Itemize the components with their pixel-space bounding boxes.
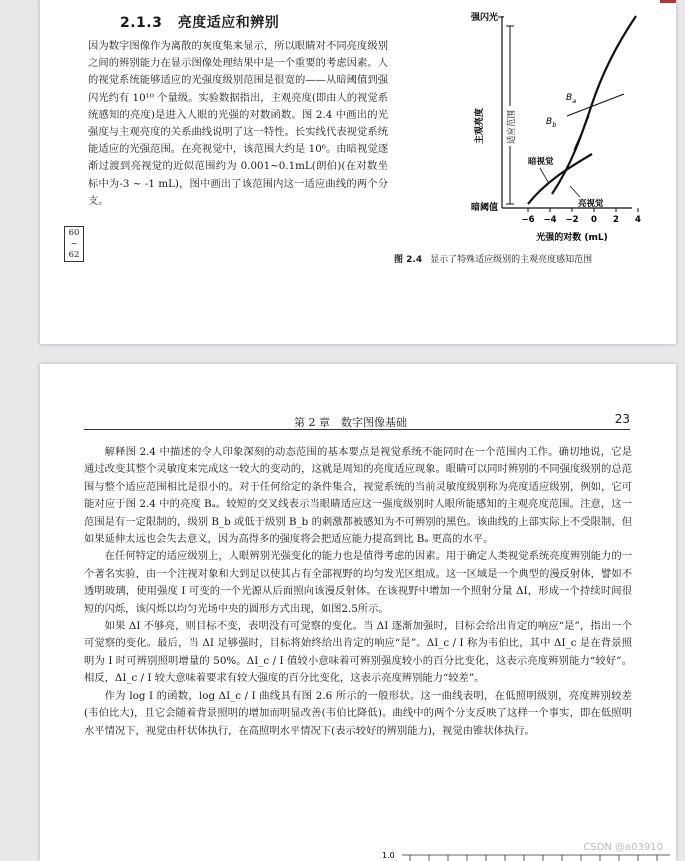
figure-number: 图 2.4: [394, 255, 423, 265]
paragraph-2: 在任何特定的适应级别上，人眼辨别光强变化的能力也是值得考虑的因素。用于确定人类视觉系统亮度辨别能力的一个著名实验，由一个注视对象和大到足以使其占有全部视野的均匀发光区组成。这一区域是一个典型的漫反射体，譬如不透明玻璃，使用强度 I 可变的一个光源从后面照向该漫反射体。在该视野中增加一个照射分量 ΔI，形成一个持续时间很短的闪烁，该闪烁以均匀光场中央的圆形方式出现，如图2.5所示。: [84, 550, 632, 615]
x-axis-title: 光强的对数 (mL): [536, 233, 608, 243]
chapter-title: 第 2 章 数字图像基础: [294, 416, 407, 429]
paragraph-1: 解释图 2.4 中描述的令人印象深刻的动态范围的基本要点是视觉系统不能同时在一个范围内工作。确切地说，它是通过改变其整个灵敏度来完成这一较大的变动的，这就是周知的亮度适应现象。眼睛可以同时辨别的不同强度级别的总范围与整个适应范围相比是很小的。对于任何给定的条件集合，视觉系统的当前灵敏度级别称为亮度适应级别，例如，它可能对应于图 2.4 中的亮度 Bₐ。较短的交叉线表示当眼睛适应这一强度级别时人眼所能感知的主观亮度范围。注意，这一范围是有一定限制的，级别 B_b 或低于级别 B_b 的刺激都被感知为不可辨别的黑色。该曲线的上部实际上不受限制，但如果延伸太远也会失去意义，因为高得多的强度将会把适应能力提高到比 Bₐ 更高的水平。: [84, 446, 632, 546]
x-tick-group: [521, 208, 641, 225]
running-header: [84, 414, 630, 430]
y-bottom-label: 暗阈值: [470, 203, 498, 213]
ba-label: $B_a$: [566, 93, 577, 105]
section-title: 亮度适应和辨别: [177, 15, 280, 31]
figure-caption: [394, 252, 592, 265]
paragraph-3: 如果 ΔI 不够亮，则目标不变，表明没有可觉察的变化。当 ΔI 逐渐加强时，目标会给出肯定的响应“是”，指出一个可觉察的变化。最后，当 ΔI 足够强时，目标将始终给出肯定的响应“是”。ΔI_c / I 称为韦伯比，其中 ΔI_c 是在背景照明为 I 时可辨别照明增量的 50%。ΔI_c / I 值较小意味着可辨别强度较小的百分比变化，这表示亮度辨别能力“较好”。相反，ΔI_c / I 较大意味着要求有较大强度的百分比变化，这表示亮度辨别能力“较差”。: [84, 620, 632, 685]
page-edge-mark: [660, 0, 676, 3]
section-number: 2.1.3: [120, 15, 163, 31]
x-tick-label: −2: [565, 215, 579, 225]
x-tick-label: 0: [591, 215, 597, 225]
scotopic-label: 暗视觉: [528, 157, 554, 167]
book-page-top: [40, 0, 676, 344]
x-tick-label: −6: [521, 215, 535, 225]
section-heading: [120, 12, 279, 32]
page-number: 23: [614, 412, 630, 426]
bb-label: $B_b$: [546, 117, 557, 129]
photopic-label: 亮视觉: [578, 199, 604, 209]
next-figure-tick: 1.0: [382, 851, 395, 860]
margin-ref-tilde: ~: [70, 239, 78, 249]
watermark: CSDN @a03910: [583, 842, 663, 853]
paragraph-4: 作为 log I 的函数，log ΔI_c / I 曲线具有图 2.6 所示的一般形状。这一曲线表明，在低照明级别，亮度辨别较差(韦伯比大)，且它会随着背景照明的增加而明显改善(韦伯比降低)。曲线中的两个分支反映了这样一个事实，即在低照明水平情况下，视觉由杆状体执行，在高照明水平情况下(表示较好的辨别能力)，视觉由锥状体执行。: [84, 689, 632, 737]
brightness-adaptation-figure: [432, 4, 662, 246]
adaptation-range-label: 适应范围: [507, 109, 517, 144]
x-tick-label: 4: [635, 215, 641, 225]
y-top-label: 强闪光: [470, 13, 498, 23]
x-tick-label: −4: [543, 215, 557, 225]
book-page-bottom: [40, 364, 676, 861]
margin-ref-start: 60: [68, 228, 80, 238]
y-axis-title: 主观亮度: [475, 107, 485, 144]
figure-caption-text: 显示了特殊适应级别的主观亮度感知范围: [430, 255, 593, 265]
x-tick-label: 2: [613, 215, 619, 225]
body-text: [84, 444, 632, 740]
margin-page-ref: [64, 226, 84, 262]
margin-ref-end: 62: [68, 250, 80, 260]
body-paragraph: 因为数字图像作为离散的灰度集来显示，所以眼睛对不同亮度级别之间的辨别能力在显示图像处理结果中是一个重要的考虑因素。人的视觉系统能够适应的光强度级别范围是很宽的——从暗阈值到强闪光约有 10¹⁰ 个量级。实验数据指出，主观亮度(即由人的视觉系统感知的亮度)是进入人眼的光强的对数函数。图 2.4 中画出的光强度与主观亮度的关系曲线说明了这一特性。长实线代表视觉系统能适应的光强范围。在亮视觉中，该范围大约是 10⁶。由暗视觉逐渐过渡到亮视觉的近似范围约为 0.001~0.1mL(朗伯)(在对数坐标中为-3 ~ -1 mL)，图中画出了该范围内这一适应曲线的两个分支。: [88, 40, 388, 207]
